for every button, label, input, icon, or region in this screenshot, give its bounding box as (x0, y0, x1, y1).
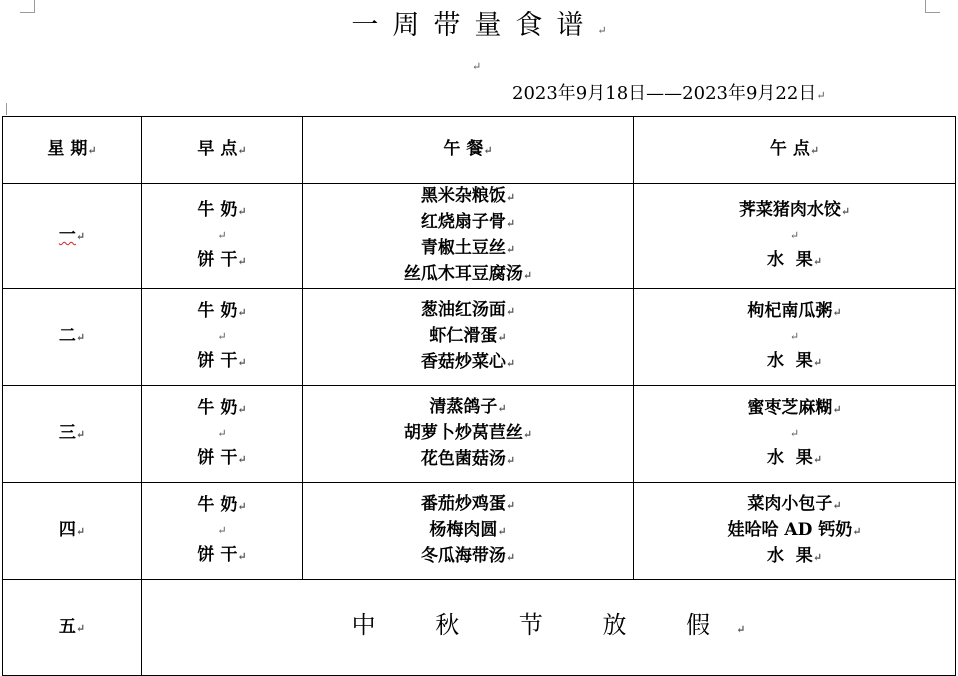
menu-item: 丝瓜木耳豆腐汤↵ (403, 264, 533, 284)
menu-item: 红烧扇子骨↵ (420, 212, 516, 232)
lunch-cell[interactable] (303, 386, 634, 483)
cell-mark-icon: ↵ (75, 525, 86, 538)
menu-item: 葱油红汤面↵ (420, 300, 516, 320)
paragraph-mark-icon: ↵ (597, 24, 607, 37)
menu-item: 水 果↵ (766, 546, 823, 566)
cell-mark-icon: ↵ (75, 230, 86, 243)
weekday-cell[interactable] (3, 580, 142, 676)
page-corner-mark (0, 103, 7, 115)
weekday-text: 三 (58, 423, 76, 443)
header-weekday[interactable] (3, 117, 142, 184)
header-morning-snack[interactable] (142, 117, 303, 184)
weekday-cell[interactable] (3, 289, 142, 386)
cell-mark-icon: ↵ (75, 428, 86, 441)
paragraph-mark-icon: ↵ (789, 229, 800, 242)
menu-item: 蜜枣芝麻糊↵ (747, 398, 842, 418)
menu-item: 牛 奶↵ (197, 398, 247, 418)
morning-cell[interactable] (142, 289, 303, 386)
morning-cell[interactable] (142, 386, 303, 483)
weekday-text: 四 (58, 520, 76, 540)
title-text: 一周带量食谱 (351, 10, 598, 41)
afternoon-cell[interactable] (634, 289, 956, 386)
menu-item: 虾仁滑蛋↵ (429, 326, 507, 346)
menu-item: 花色菌菇汤↵ (420, 449, 516, 469)
paragraph-mark-icon: ↵ (217, 330, 227, 343)
header-afternoon-text: 午 点 (769, 139, 810, 159)
holiday-text: 中 秋 节 放 假 (351, 611, 737, 639)
weekday-cell[interactable] (3, 184, 142, 289)
menu-item: 水 果↵ (766, 351, 823, 371)
menu-item: 青椒土豆丝↵ (420, 238, 516, 258)
menu-item: 牛 奶↵ (197, 495, 247, 515)
date-range-text: 2023年9月18日——2023年9月22日 (512, 83, 817, 104)
menu-table (2, 116, 956, 676)
weekday-cell[interactable] (3, 483, 142, 580)
menu-item: 荠菜猪肉水饺↵ (738, 200, 851, 220)
menu-item: 饼 干↵ (197, 448, 247, 468)
document-title[interactable] (0, 10, 958, 47)
header-row (3, 117, 956, 184)
cell-mark-icon: ↵ (483, 144, 493, 157)
paragraph-mark-icon: ↵ (789, 330, 800, 343)
menu-item: 娃哈哈 AD 钙奶↵ (727, 520, 862, 540)
header-morning-text: 早 点 (197, 139, 238, 159)
table-row-thursday (3, 483, 956, 580)
menu-item: 杨梅肉圆↵ (429, 520, 507, 540)
table-row-tuesday (3, 289, 956, 386)
menu-item: 水 果↵ (766, 448, 823, 468)
menu-item: 冬瓜海带汤↵ (420, 546, 516, 566)
header-lunch-text: 午 餐 (443, 139, 484, 159)
table-row-friday (3, 580, 956, 676)
menu-item: 饼 干↵ (197, 351, 247, 371)
morning-cell[interactable] (142, 483, 303, 580)
menu-item: 香菇炒菜心↵ (420, 352, 516, 372)
lunch-cell[interactable] (303, 289, 634, 386)
menu-item: 饼 干↵ (197, 545, 247, 565)
header-weekday-text: 星 期 (47, 139, 88, 159)
paragraph-mark-icon: ↵ (217, 524, 227, 537)
afternoon-cell[interactable] (634, 386, 956, 483)
table-row-wednesday (3, 386, 956, 483)
holiday-cell[interactable] (142, 580, 956, 676)
paragraph-mark-icon: ↵ (816, 89, 826, 102)
menu-item: 枸杞南瓜粥↵ (747, 301, 842, 321)
paragraph-mark-icon: ↵ (472, 60, 482, 73)
menu-item: 黑米杂粮饭↵ (420, 186, 516, 206)
lunch-cell[interactable] (303, 184, 634, 289)
weekday-text: 二 (58, 326, 76, 346)
weekday-text: 五 (58, 616, 76, 637)
lunch-cell[interactable] (303, 483, 634, 580)
morning-cell[interactable] (142, 184, 303, 289)
table-row-monday (3, 184, 956, 289)
menu-item: 菜肉小包子↵ (747, 494, 842, 514)
weekday-cell[interactable] (3, 386, 142, 483)
header-afternoon-snack[interactable] (634, 117, 956, 184)
cell-mark-icon: ↵ (736, 623, 746, 636)
menu-item: 牛 奶↵ (197, 200, 247, 220)
menu-item: 胡萝卜炒莴苣丝↵ (403, 423, 533, 443)
afternoon-cell[interactable] (634, 483, 956, 580)
cell-mark-icon: ↵ (75, 331, 86, 344)
menu-item: 牛 奶↵ (197, 301, 247, 321)
date-range[interactable] (512, 82, 826, 108)
paragraph-mark-icon: ↵ (217, 427, 227, 440)
cell-mark-icon: ↵ (75, 621, 86, 635)
menu-item: 清蒸鸽子↵ (429, 397, 507, 417)
cell-mark-icon: ↵ (237, 144, 247, 157)
cell-mark-icon: ↵ (809, 144, 820, 157)
afternoon-cell[interactable] (634, 184, 956, 289)
menu-item: 水 果↵ (766, 250, 823, 270)
menu-item: 番茄炒鸡蛋↵ (420, 494, 516, 514)
header-lunch[interactable] (303, 117, 634, 184)
cell-mark-icon: ↵ (87, 144, 97, 157)
paragraph-mark-icon: ↵ (217, 229, 227, 242)
menu-item: 饼 干↵ (197, 250, 247, 270)
paragraph-mark-icon: ↵ (789, 427, 800, 440)
weekday-text: 一 (58, 225, 76, 245)
